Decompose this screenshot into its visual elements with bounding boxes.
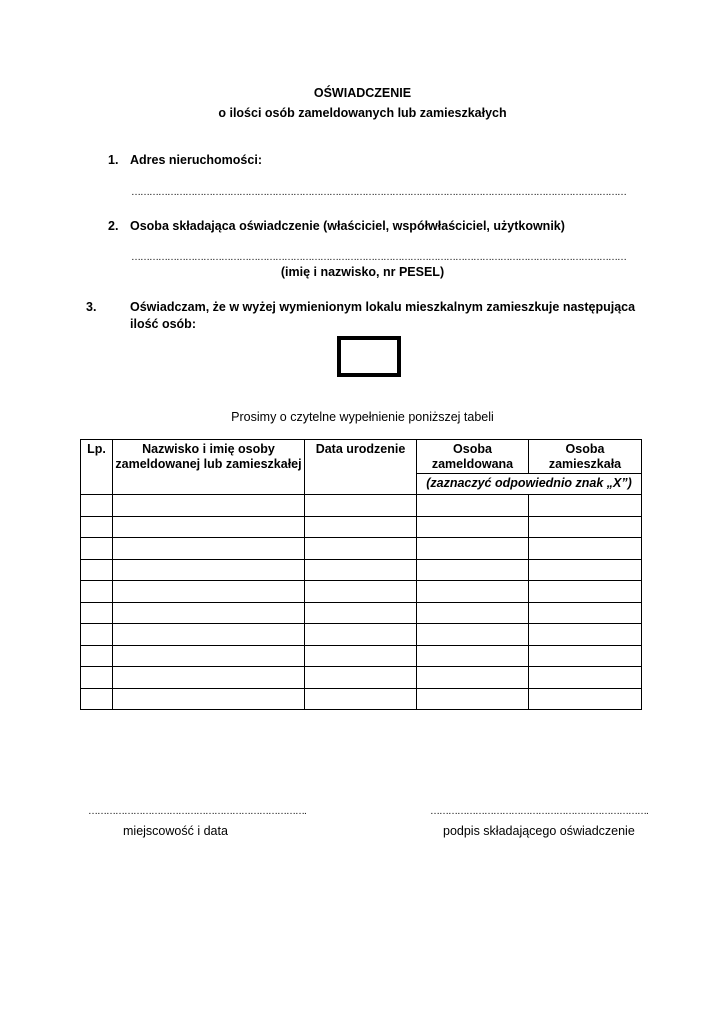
table-cell[interactable] bbox=[81, 624, 113, 646]
table-cell[interactable] bbox=[305, 559, 417, 581]
table-cell[interactable] bbox=[529, 495, 642, 517]
table-cell[interactable] bbox=[529, 581, 642, 603]
table-row bbox=[81, 581, 642, 603]
table-row bbox=[81, 602, 642, 624]
table-cell[interactable] bbox=[529, 688, 642, 710]
table-cell[interactable] bbox=[113, 581, 305, 603]
table-cell[interactable] bbox=[81, 645, 113, 667]
person-fill-line[interactable]: ………………………………………………………………………………………………………………………………………………… bbox=[131, 252, 626, 263]
table-cell[interactable] bbox=[305, 495, 417, 517]
table-cell[interactable] bbox=[305, 688, 417, 710]
table-cell[interactable] bbox=[529, 538, 642, 560]
table-cell[interactable] bbox=[113, 559, 305, 581]
table-cell[interactable] bbox=[81, 559, 113, 581]
table-cell[interactable] bbox=[417, 602, 529, 624]
header-birthdate: Data urodzenie bbox=[305, 440, 417, 495]
table-cell[interactable] bbox=[81, 688, 113, 710]
table-cell[interactable] bbox=[113, 688, 305, 710]
table-cell[interactable] bbox=[113, 516, 305, 538]
table-cell[interactable] bbox=[529, 559, 642, 581]
address-fill-line[interactable]: ………………………………………………………………………………………………………………………………………………… bbox=[131, 187, 626, 198]
table-cell[interactable] bbox=[81, 667, 113, 689]
table-cell[interactable] bbox=[81, 516, 113, 538]
table-cell[interactable] bbox=[529, 624, 642, 646]
table-row bbox=[81, 667, 642, 689]
table-cell[interactable] bbox=[529, 516, 642, 538]
table-cell[interactable] bbox=[417, 667, 529, 689]
header-name: Nazwisko i imię osoby zameldowanej lub zamieszkałej bbox=[113, 440, 305, 495]
item-label: Adres nieruchomości: bbox=[130, 153, 262, 167]
document-title: OŚWIADCZENIE bbox=[313, 86, 412, 100]
table-cell[interactable] bbox=[305, 667, 417, 689]
table-row bbox=[81, 495, 642, 517]
table-cell[interactable] bbox=[113, 495, 305, 517]
table-cell[interactable] bbox=[417, 495, 529, 517]
person-count-box[interactable] bbox=[337, 336, 401, 377]
table-note: (zaznaczyć odpowiednio znak „X”) bbox=[417, 474, 642, 495]
item-label: Oświadczam, że w wyżej wymienionym lokalu mieszkalnym zamieszkuje następująca ilość osób: bbox=[130, 300, 636, 331]
table-cell[interactable] bbox=[113, 624, 305, 646]
header-resident: Osoba zamieszkała bbox=[529, 440, 642, 474]
table-row bbox=[81, 645, 642, 667]
item-address bbox=[108, 152, 648, 169]
table-row bbox=[81, 624, 642, 646]
table-cell[interactable] bbox=[529, 667, 642, 689]
header-lp: Lp. bbox=[81, 440, 113, 495]
table-row bbox=[81, 516, 642, 538]
item-number: 1. bbox=[108, 153, 119, 167]
table-cell[interactable] bbox=[305, 624, 417, 646]
table-cell[interactable] bbox=[305, 602, 417, 624]
table-cell[interactable] bbox=[305, 516, 417, 538]
item-label: Osoba składająca oświadczenie (właściciel, współwłaściciel, użytkownik) bbox=[130, 219, 565, 233]
table-row bbox=[81, 559, 642, 581]
table-cell[interactable] bbox=[81, 581, 113, 603]
header-registered: Osoba zameldowana bbox=[417, 440, 529, 474]
table-cell[interactable] bbox=[81, 538, 113, 560]
item-person bbox=[108, 218, 648, 235]
table-cell[interactable] bbox=[529, 602, 642, 624]
table-cell[interactable] bbox=[113, 602, 305, 624]
document-subtitle: o ilości osób zameldowanych lub zamieszkałych bbox=[218, 106, 507, 120]
table-cell[interactable] bbox=[305, 645, 417, 667]
table-cell[interactable] bbox=[113, 538, 305, 560]
table-cell[interactable] bbox=[305, 581, 417, 603]
table-cell[interactable] bbox=[417, 516, 529, 538]
signature-fill-line[interactable]: ………………………………………………………………. bbox=[430, 806, 648, 817]
place-date-fill-line[interactable]: ………………………………………………………………. bbox=[88, 806, 306, 817]
table-cell[interactable] bbox=[81, 495, 113, 517]
place-date-label: miejscowość i data bbox=[123, 824, 228, 838]
table-cell[interactable] bbox=[113, 645, 305, 667]
table-cell[interactable] bbox=[417, 581, 529, 603]
table-cell[interactable] bbox=[417, 688, 529, 710]
persons-table bbox=[80, 439, 642, 710]
table-cell[interactable] bbox=[113, 667, 305, 689]
person-caption: (imię i nazwisko, nr PESEL) bbox=[280, 265, 445, 279]
table-cell[interactable] bbox=[417, 624, 529, 646]
item-number: 3. bbox=[86, 300, 97, 314]
table-instruction: Prosimy o czytelne wypełnienie poniższej tabeli bbox=[231, 410, 494, 424]
table-cell[interactable] bbox=[417, 645, 529, 667]
table-cell[interactable] bbox=[417, 559, 529, 581]
table-cell[interactable] bbox=[81, 602, 113, 624]
document-title-block bbox=[0, 83, 725, 123]
item-number: 2. bbox=[108, 219, 119, 233]
table-cell[interactable] bbox=[529, 645, 642, 667]
item-declaration bbox=[86, 299, 650, 333]
table-row bbox=[81, 688, 642, 710]
table-cell[interactable] bbox=[305, 538, 417, 560]
table-cell[interactable] bbox=[417, 538, 529, 560]
table-row bbox=[81, 538, 642, 560]
signature-label: podpis składającego oświadczenie bbox=[443, 824, 635, 838]
